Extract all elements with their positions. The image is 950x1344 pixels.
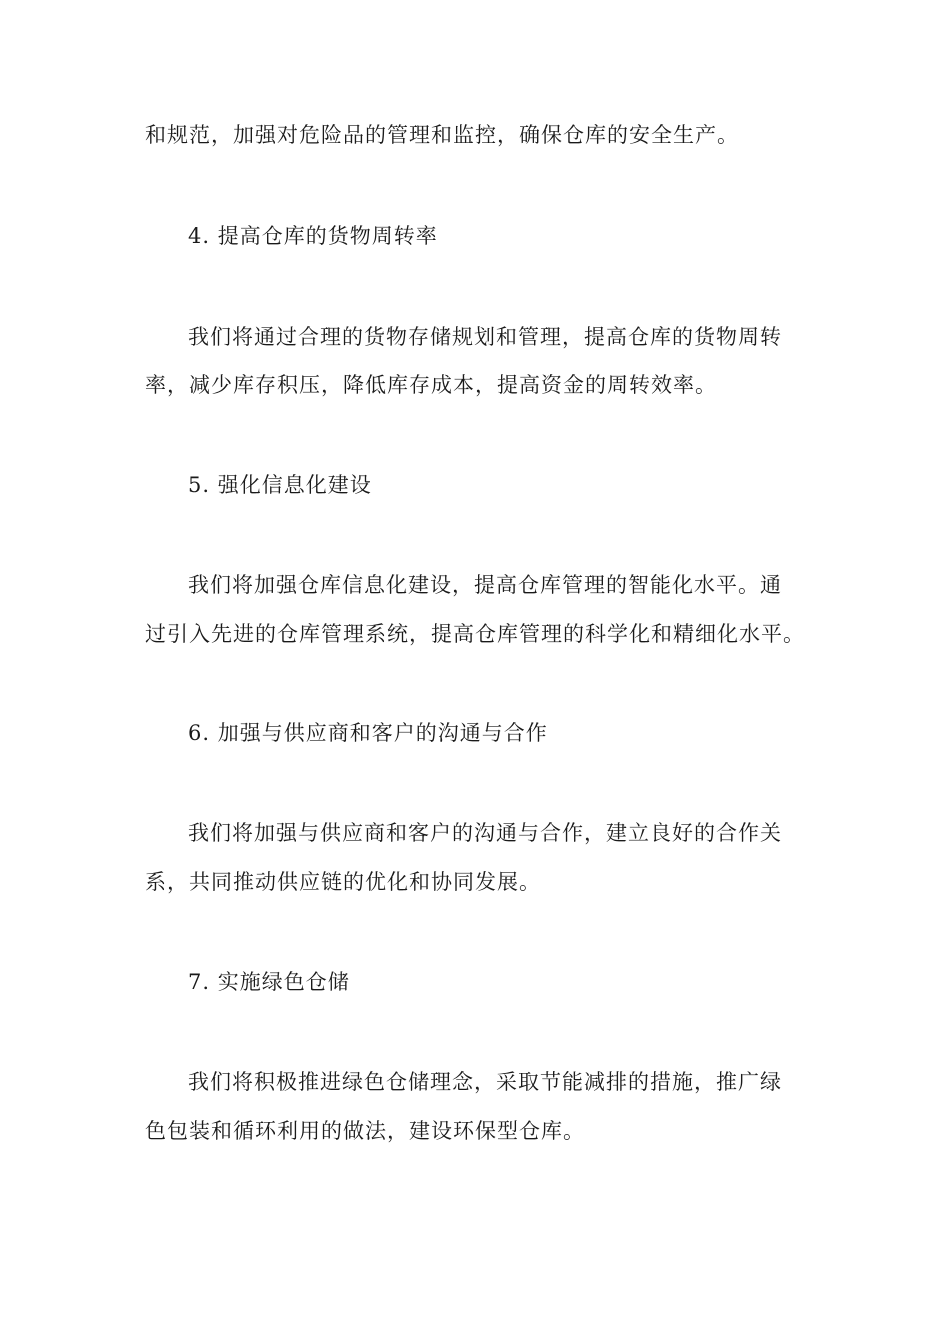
section-heading-6: 6. 加强与供应商和客户的沟通与合作 bbox=[188, 721, 548, 745]
paragraph-7-line-2: 色包装和循环利用的做法，建设环保型仓库。 bbox=[145, 1119, 585, 1143]
paragraph-7-line-1: 我们将积极推进绿色仓储理念，采取节能减排的措施，推广绿 bbox=[188, 1070, 782, 1094]
paragraph-continuation: 和规范，加强对危险品的管理和监控，确保仓库的安全生产。 bbox=[145, 123, 739, 147]
paragraph-6-line-2: 系，共同推动供应链的优化和协同发展。 bbox=[145, 870, 541, 894]
paragraph-4-line-1: 我们将通过合理的货物存储规划和管理，提高仓库的货物周转 bbox=[188, 325, 782, 349]
section-heading-5: 5. 强化信息化建设 bbox=[188, 473, 372, 497]
section-heading-7: 7. 实施绿色仓储 bbox=[188, 970, 350, 994]
section-heading-4: 4. 提高仓库的货物周转率 bbox=[188, 224, 438, 248]
paragraph-5-line-2: 过引入先进的仓库管理系统，提高仓库管理的科学化和精细化水平。 bbox=[145, 622, 805, 646]
paragraph-5-line-1: 我们将加强仓库信息化建设，提高仓库管理的智能化水平。通 bbox=[188, 573, 782, 597]
paragraph-4-line-2: 率，减少库存积压，降低库存成本，提高资金的周转效率。 bbox=[145, 373, 717, 397]
paragraph-6-line-1: 我们将加强与供应商和客户的沟通与合作，建立良好的合作关 bbox=[188, 821, 782, 845]
